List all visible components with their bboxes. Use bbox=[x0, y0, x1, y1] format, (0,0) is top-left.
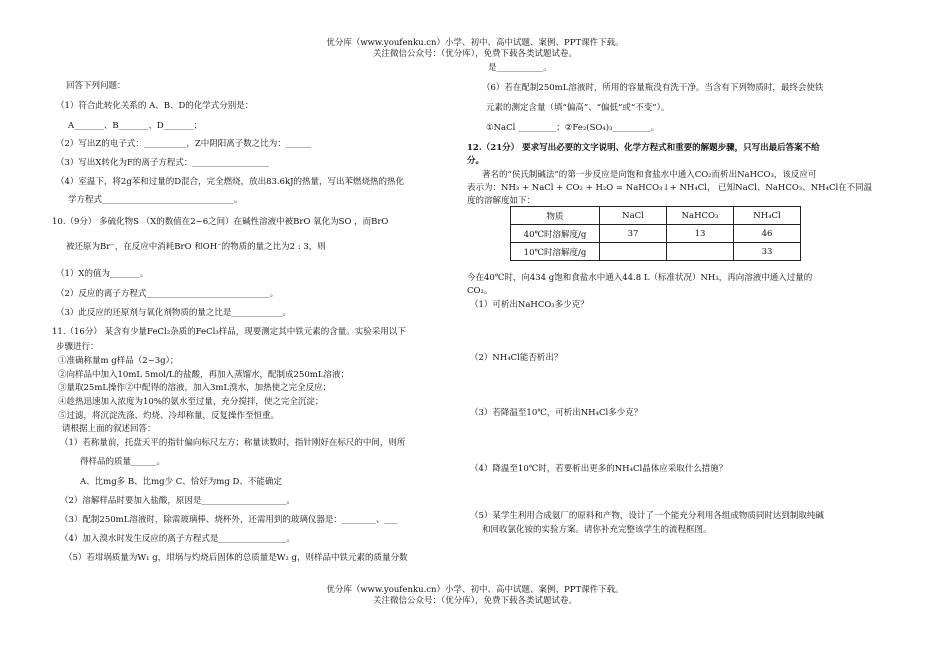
q12-stem-cont: 分。 bbox=[467, 156, 485, 166]
q11-step5: ⑤过滤，将沉淀洗涤、灼烧、冷却称量，反复操作至恒重。 bbox=[58, 411, 280, 421]
q10-part3: （3）此反应的还原剂与氧化剂物质的量之比是____________。 bbox=[56, 308, 291, 318]
page-header bbox=[0, 38, 950, 60]
page-footer bbox=[0, 585, 950, 607]
q11-part6: （6）若在配制250mL溶液时，所用的容量瓶没有洗干净。当含有下列物质时，最终会使铁 bbox=[482, 83, 824, 93]
q12-passage-line1: 著名的“侯氏制碱法”的第一步反应是向饱和食盐水中通入CO₂而析出NaHCO₃，该反应可 bbox=[482, 170, 817, 180]
q12-part2: （2）NH₄Cl能否析出？ bbox=[470, 353, 563, 363]
q12-part4: （4）降温至10℃时，若要析出更多的NH₄Cl晶体应采取什么措施？ bbox=[470, 464, 728, 474]
footer-line-1: 优分库（www.youfenku.cn）小学、初中、高中试题、案例、PPT课件下载。 bbox=[326, 585, 624, 595]
q11-part5: （5）若坩埚质量为W₁ g，坩埚与灼烧后固体的总质量是W₂ g，则样品中铁元素的质量分数 bbox=[64, 553, 408, 563]
q9-part3: （3）写出X转化为F的离子方程式：__________________ bbox=[56, 158, 269, 168]
table-cell: 物质 bbox=[511, 207, 600, 225]
q11-instruction: 请根据上面的叙述回答： bbox=[62, 424, 156, 434]
table-cell: 13 bbox=[667, 225, 734, 243]
q11-part6-blanks: ①NaCl _________；②Fe₂(SO₄)₃_________。 bbox=[486, 123, 660, 133]
header-line-2: 关注微信公众号：（优分库），免费下载各类试题试卷。 bbox=[372, 49, 577, 59]
table-cell: 33 bbox=[734, 243, 801, 261]
q12-condition-cont: CO₂。 bbox=[467, 286, 493, 296]
table-cell bbox=[600, 243, 667, 261]
q11-part1: （1）若称量前，托盘天平的指针偏向标尺左方；称量读数时，指针刚好在标尺的中间，则所 bbox=[60, 438, 406, 448]
q11-step1: ①准确称量m g样品（2~3g）； bbox=[58, 356, 179, 366]
table-row bbox=[511, 225, 801, 243]
q9-part4-cont: 学方程式_______________________________。 bbox=[68, 195, 243, 205]
q10-part2: （2）反应的离子方程式_____________________________。 bbox=[56, 289, 279, 299]
table-row bbox=[511, 243, 801, 261]
q11-part5-cont: 是___________。 bbox=[488, 63, 552, 73]
q9-part1-blanks: A_______、B_______、D_______； bbox=[68, 121, 202, 131]
q11-part2: （2）溶解样品时要加入盐酸，原因是____________________。 bbox=[60, 496, 295, 506]
q11-step2: ②向样品中加入10mL 5mol/L的盐酸，再加入蒸馏水，配制成250mL溶液； bbox=[58, 370, 349, 380]
q10-stem: 10.（9分） 多硫化物S （X的数值在2~6之间）在碱性溶液中被BrO 氧化为SO ，而BrO bbox=[52, 217, 389, 227]
q9-part2: （2）写出Z的电子式：__________，Z中阴阳离子数之比为：______ bbox=[56, 139, 312, 149]
q12-passage-line2: 表示为：NH₃ + NaCl + CO₂ + H₂O = NaHCO₃↓+ NH₄Cl， 已知NaCl、NaHCO₃、NH₄Cl在不同温 bbox=[467, 183, 873, 193]
q10-part1: （1）X的值为_______。 bbox=[56, 269, 149, 279]
q12-part5: （5）某学生利用合成氨厂的原料和产物，设计了一个能充分利用各组成物质同时达到制取纯碱 bbox=[470, 511, 824, 521]
q9-part1: （1）符合此转化关系的 A、B、D的化学式分别是： bbox=[56, 101, 254, 111]
table-cell: 46 bbox=[734, 225, 801, 243]
table-cell: 40℃时溶解度/g bbox=[511, 225, 600, 243]
q11-part6-cont: 元素的测定含量（填“偏高”、“偏低”或“不变”）。 bbox=[486, 103, 670, 113]
answer-prompt: 回答下列问题： bbox=[66, 81, 126, 91]
table-cell bbox=[667, 243, 734, 261]
q11-step3: ③量取25mL操作②中配得的溶液，加入3mL溴水，加热使之完全反应； bbox=[58, 383, 332, 393]
q11-stem-cont: 步骤进行： bbox=[56, 342, 99, 352]
q11-step4: ④趁热迅速加入浓度为10%的氨水至过量，充分搅拌，使之完全沉淀； bbox=[58, 397, 324, 407]
q11-part4: （4）加入溴水时发生反应的离子方程式是________________。 bbox=[60, 534, 295, 544]
q12-part5-cont: 和回收氯化铵的实验方案。请你补充完整该学生的流程框图。 bbox=[482, 525, 712, 535]
q12-part3: （3）若降温至10℃，可析出NH₄Cl多少克？ bbox=[470, 408, 643, 418]
q12-part1: （1）可析出NaHCO₃多少克？ bbox=[470, 300, 589, 310]
q11-part3: （3）配制250mL溶液时，除需玻璃棒、烧杯外，还需用到的玻璃仪器是：________、___ bbox=[60, 515, 398, 525]
table-cell: NaHCO₃ bbox=[667, 207, 734, 225]
table-cell: 10℃时溶解度/g bbox=[511, 243, 600, 261]
q11-part1-cont: 得样品的质量______。 bbox=[80, 457, 166, 467]
q9-part4: （4）室温下，将2g苯和过量的D混合，完全燃烧，放出83.6kJ的热量，写出苯燃烧热的热化 bbox=[56, 177, 405, 187]
q11-stem: 11.（16分） 某含有少量FeCl₂杂质的FeCl₃样品，现要测定其中铁元素的含量。实验采用以下 bbox=[52, 327, 406, 337]
table-cell: NH₄Cl bbox=[734, 207, 801, 225]
header-line-1: 优分库（www.youfenku.cn）小学、初中、高中试题、案例、PPT课件下载。 bbox=[326, 38, 624, 48]
solubility-table bbox=[510, 206, 801, 261]
q11-part1-options: A、比mg多 B、比mg少 C、恰好为mg D、不能确定 bbox=[80, 477, 282, 487]
q12-stem: 12.（21分） 要求写出必要的文字说明、化学方程式和重要的解题步骤，只写出最后答案不给 bbox=[467, 143, 820, 153]
table-cell: NaCl bbox=[600, 207, 667, 225]
q12-passage-line3: 度的溶解度如下： bbox=[467, 196, 536, 206]
q10-stem-cont: 被还原为Br⁻，在反应中消耗BrO 和OH⁻的物质的量之比为2 : 3，则 bbox=[66, 242, 326, 252]
footer-line-2: 关注微信公众号：（优分库），免费下载各类试题试卷。 bbox=[372, 596, 577, 606]
table-cell: 37 bbox=[600, 225, 667, 243]
q12-condition: 今在40℃时，向434 g饱和食盐水中通入44.8 L（标准状况）NH₃，再向溶液中通入过量的 bbox=[467, 273, 813, 283]
table-row bbox=[511, 207, 801, 225]
